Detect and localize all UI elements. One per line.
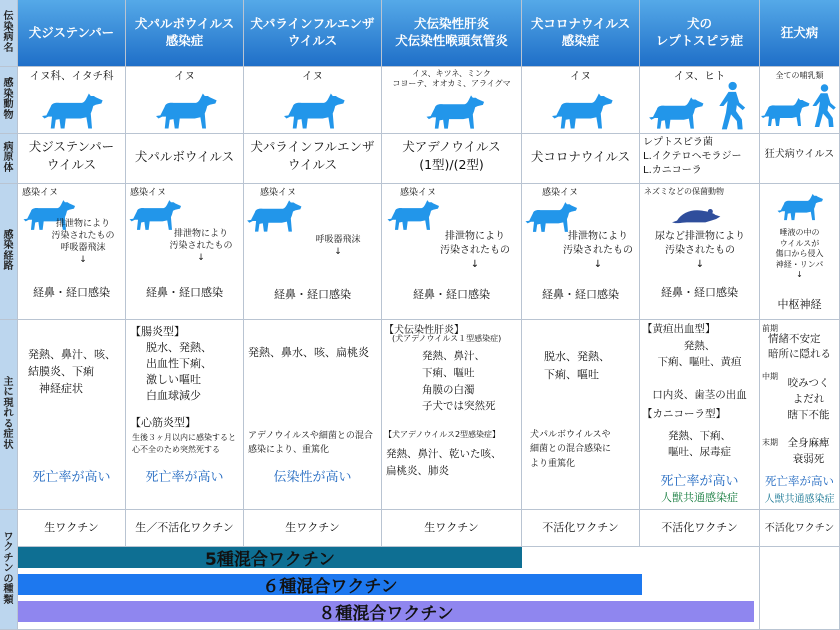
animals-text: イヌ [302, 70, 323, 82]
route-result: 中枢神経 [777, 298, 822, 311]
route-result: 経鼻・経口感染 [413, 288, 490, 301]
symptoms-text: 生後３ヶ月以内に感染すると心不全のため突然死する [132, 433, 236, 454]
stage-label: 末期 [762, 438, 778, 447]
pathogen-corona: 犬コロナウイルス [522, 134, 640, 184]
animals-text: イヌ、キツネ、ミンク コヨーテ、オオカミ、アライグマ [392, 69, 511, 89]
vaccine-rabies: 不活化ワクチン [760, 510, 840, 547]
route-cell-hepatitis [382, 184, 522, 320]
route-cell-parainfluenza [244, 184, 382, 320]
symptoms-cell-parvo [126, 320, 244, 510]
animals-cell-parainfluenza [244, 67, 382, 134]
animals-cell-leptospira [640, 67, 760, 134]
route-cell-parvo [126, 184, 244, 320]
vaccine-parainfluenza: 生ワクチン [244, 510, 382, 547]
symptoms-cell-hepatitis [382, 320, 522, 510]
route-cell-corona [522, 184, 640, 320]
dog-icon [246, 198, 302, 234]
dog-icon [776, 192, 824, 222]
route-text: 排泄物により 汚染されたもの 呼吸器飛沫 ↓ [51, 219, 115, 266]
vaccine-distemper: 生ワクチン [18, 510, 126, 547]
source-label: 感染イヌ [400, 188, 437, 198]
route-text: 排泄物により 汚染されたもの ↓ [169, 229, 233, 264]
symptoms-type-label: 【犬アデノウイルス2型感染症】 [384, 430, 501, 439]
stage-text: 咬みつく よだれ 瞎下不能 [787, 377, 830, 421]
vaccine-leptospira: 不活化ワクチン [640, 510, 760, 547]
animals-text: イヌ [570, 70, 591, 82]
vaccine-parvo: 生／不活化ワクチン [126, 510, 244, 547]
bar-6-combo-vaccine: ６種混合ワクチン [18, 574, 642, 595]
header-rabies: 狂犬病 [760, 0, 840, 67]
source-label: 感染イヌ [130, 188, 167, 198]
highlight-text: 死亡率が高い [32, 470, 111, 485]
route-text: 排泄物により 汚染されたもの ↓ [563, 231, 633, 270]
symptoms-type-label: 【黄疸出血型】 [642, 323, 716, 335]
symptoms-text: 発熱、鼻汁、 下痢、嘔吐 角膜の白濁 子犬では突然死 [422, 350, 496, 413]
animals-text: イヌ、ヒト [673, 70, 726, 82]
dog-icon [648, 95, 704, 131]
animals-cell-parvo [126, 67, 244, 134]
zoonosis-label: 人獣共通感染症 [764, 494, 835, 505]
route-cell-leptospira [640, 184, 760, 320]
row-label-pathogen: 病 原 体 [0, 134, 18, 184]
dog-icon [760, 95, 810, 129]
dog-icon [550, 91, 614, 131]
symptoms-type-label: 【カニコーラ型】 [642, 408, 726, 420]
stage-text: 全身麻痺 衰弱死 [787, 437, 830, 465]
route-result: 経鼻・経口感染 [661, 286, 738, 299]
symptoms-type-label: 【腸炎型】 [130, 325, 185, 338]
route-text: 排泄物により 汚染されたもの ↓ [440, 231, 510, 270]
symptoms-text: 発熱、鼻汁、乾いた咳、 扁桃炎、肺炎 [386, 448, 502, 477]
bar-8-combo-vaccine: ８種混合ワクチン [18, 601, 754, 622]
source-label: ネズミなどの保菌動物 [644, 187, 724, 196]
dog-icon [524, 200, 578, 234]
symptoms-cell-parainfluenza [244, 320, 382, 510]
highlight-text: 死亡率が高い [765, 474, 834, 488]
row-label-symptoms: 主 に 現 れ る 症 状 [0, 320, 18, 510]
animals-cell-rabies [760, 67, 840, 134]
vaccine-hepatitis: 生ワクチン [382, 510, 522, 547]
symptoms-cell-rabies [760, 320, 840, 510]
rat-icon [670, 204, 724, 224]
route-result: 経鼻・経口感染 [542, 288, 619, 301]
dog-icon [386, 198, 440, 232]
dog-icon [282, 91, 346, 131]
vaccine-corona: 不活化ワクチン [522, 510, 640, 547]
symptoms-cell-corona [522, 320, 640, 510]
symptoms-type-sub: (犬アデノウイルス１型感染症) [392, 334, 502, 343]
symptoms-text: 犬パルボウイルスや 細菌との混合感染に より重篤化 [530, 430, 612, 469]
header-parainfluenza: 犬パラインフルエンザ ウイルス [244, 0, 382, 67]
animals-cell-corona [522, 67, 640, 134]
source-label: 感染イヌ [260, 188, 297, 198]
pathogen-rabies: 狂犬病ウイルス [760, 134, 840, 184]
header-leptospira: 犬の レプトスピラ症 [640, 0, 760, 67]
animals-text: イヌ [174, 70, 195, 82]
dog-icon [40, 91, 104, 131]
route-cell-distemper [18, 184, 126, 320]
source-label: 感染イヌ [22, 188, 59, 198]
route-text: 唾液の中の ウイルスが 傷口から侵入 神経・リンパ ↓ [775, 228, 824, 280]
row-label-disease-name: 伝 染 病 名 [0, 0, 18, 67]
bar-5-combo-vaccine: 5種混合ワクチン [18, 547, 522, 568]
animals-cell-distemper [18, 67, 126, 134]
symptoms-text: 脱水、発熱、 出血性下痢、 激しい嘔吐 白血球減少 [146, 341, 212, 402]
symptoms-text: 発熱、鼻水、咳、扁桃炎 [248, 346, 369, 359]
pathogen-distemper: 犬ジステンパー ウイルス [18, 134, 126, 184]
animals-cell-hepatitis [382, 67, 522, 134]
route-result: 経鼻・経口感染 [274, 288, 351, 301]
symptoms-type-label: 【心筋炎型】 [130, 416, 196, 429]
route-cell-rabies [760, 184, 840, 320]
walking-person-icon [808, 83, 838, 129]
highlight-text: 死亡率が高い [145, 470, 224, 485]
route-result: 経鼻・経口感染 [146, 286, 223, 299]
stage-text: 情緒不安定 暗所に隠れる [768, 333, 831, 361]
pathogen-parainfluenza: 犬パラインフルエンザ ウイルス [244, 134, 382, 184]
highlight-text: 伝染性が高い [273, 470, 352, 485]
walking-person-icon [714, 81, 748, 131]
symptoms-text: 脱水、発熱、 下痢、嘔吐 [544, 350, 610, 381]
header-distemper: 犬ジステンパー [18, 0, 126, 67]
symptoms-text: 発熱、下痢、 嘔吐、尿毒症 [668, 430, 731, 459]
route-text: 尿など排泄物により 汚染されたもの ↓ [655, 231, 745, 270]
route-result: 経鼻・経口感染 [33, 286, 110, 299]
pathogen-parvo: 犬パルボウイルス [126, 134, 244, 184]
source-label: 感染イヌ [542, 188, 579, 198]
pathogen-hepatitis: 犬アデノウイルス (1型)/(2型) [382, 134, 522, 184]
symptoms-text: 発熱、 下痢、嘔吐、黄疸 口内炎、歯茎の出血 [652, 340, 747, 401]
header-corona: 犬コロナウイルス 感染症 [522, 0, 640, 67]
row-label-vaccine: ワ ク チ ン の 種 類 [0, 510, 18, 630]
combo-bar-area-rabies [760, 547, 840, 630]
highlight-text: 死亡率が高い [660, 474, 739, 489]
dog-icon [128, 198, 182, 232]
header-parvo: 犬パルボウイルス 感染症 [126, 0, 244, 67]
header-hepatitis: 犬伝染性肝炎 犬伝染性喉頭気管炎 [382, 0, 522, 67]
symptoms-cell-leptospira [640, 320, 760, 510]
symptoms-text: アデノウイルスや細菌との混合感染により、重篤化 [248, 431, 373, 455]
dog-icon [424, 93, 486, 131]
dog-icon [154, 91, 218, 131]
symptoms-type-label: 【犬伝染性肝炎】 [384, 325, 464, 336]
row-label-animals: 感 染 動 物 [0, 67, 18, 134]
animals-text: イヌ科、イタチ科 [29, 70, 114, 82]
animals-text: 全ての哺乳類 [775, 71, 824, 80]
symptoms-cell-distemper [18, 320, 126, 510]
route-text: 呼吸器飛沫 ↓ [315, 235, 361, 258]
stage-label: 中期 [762, 372, 778, 381]
pathogen-leptospira: レプトスピラ菌 L.イクテロヘモラジー L.カニコーラ [640, 134, 760, 184]
stage-label: 前期 [762, 324, 778, 333]
row-label-route: 感 染 経 路 [0, 184, 18, 320]
symptoms-text: 発熱、鼻汁、咳、 結膜炎、下痢 神経症状 [28, 348, 116, 396]
zoonosis-label: 人獣共通感染症 [661, 491, 738, 504]
